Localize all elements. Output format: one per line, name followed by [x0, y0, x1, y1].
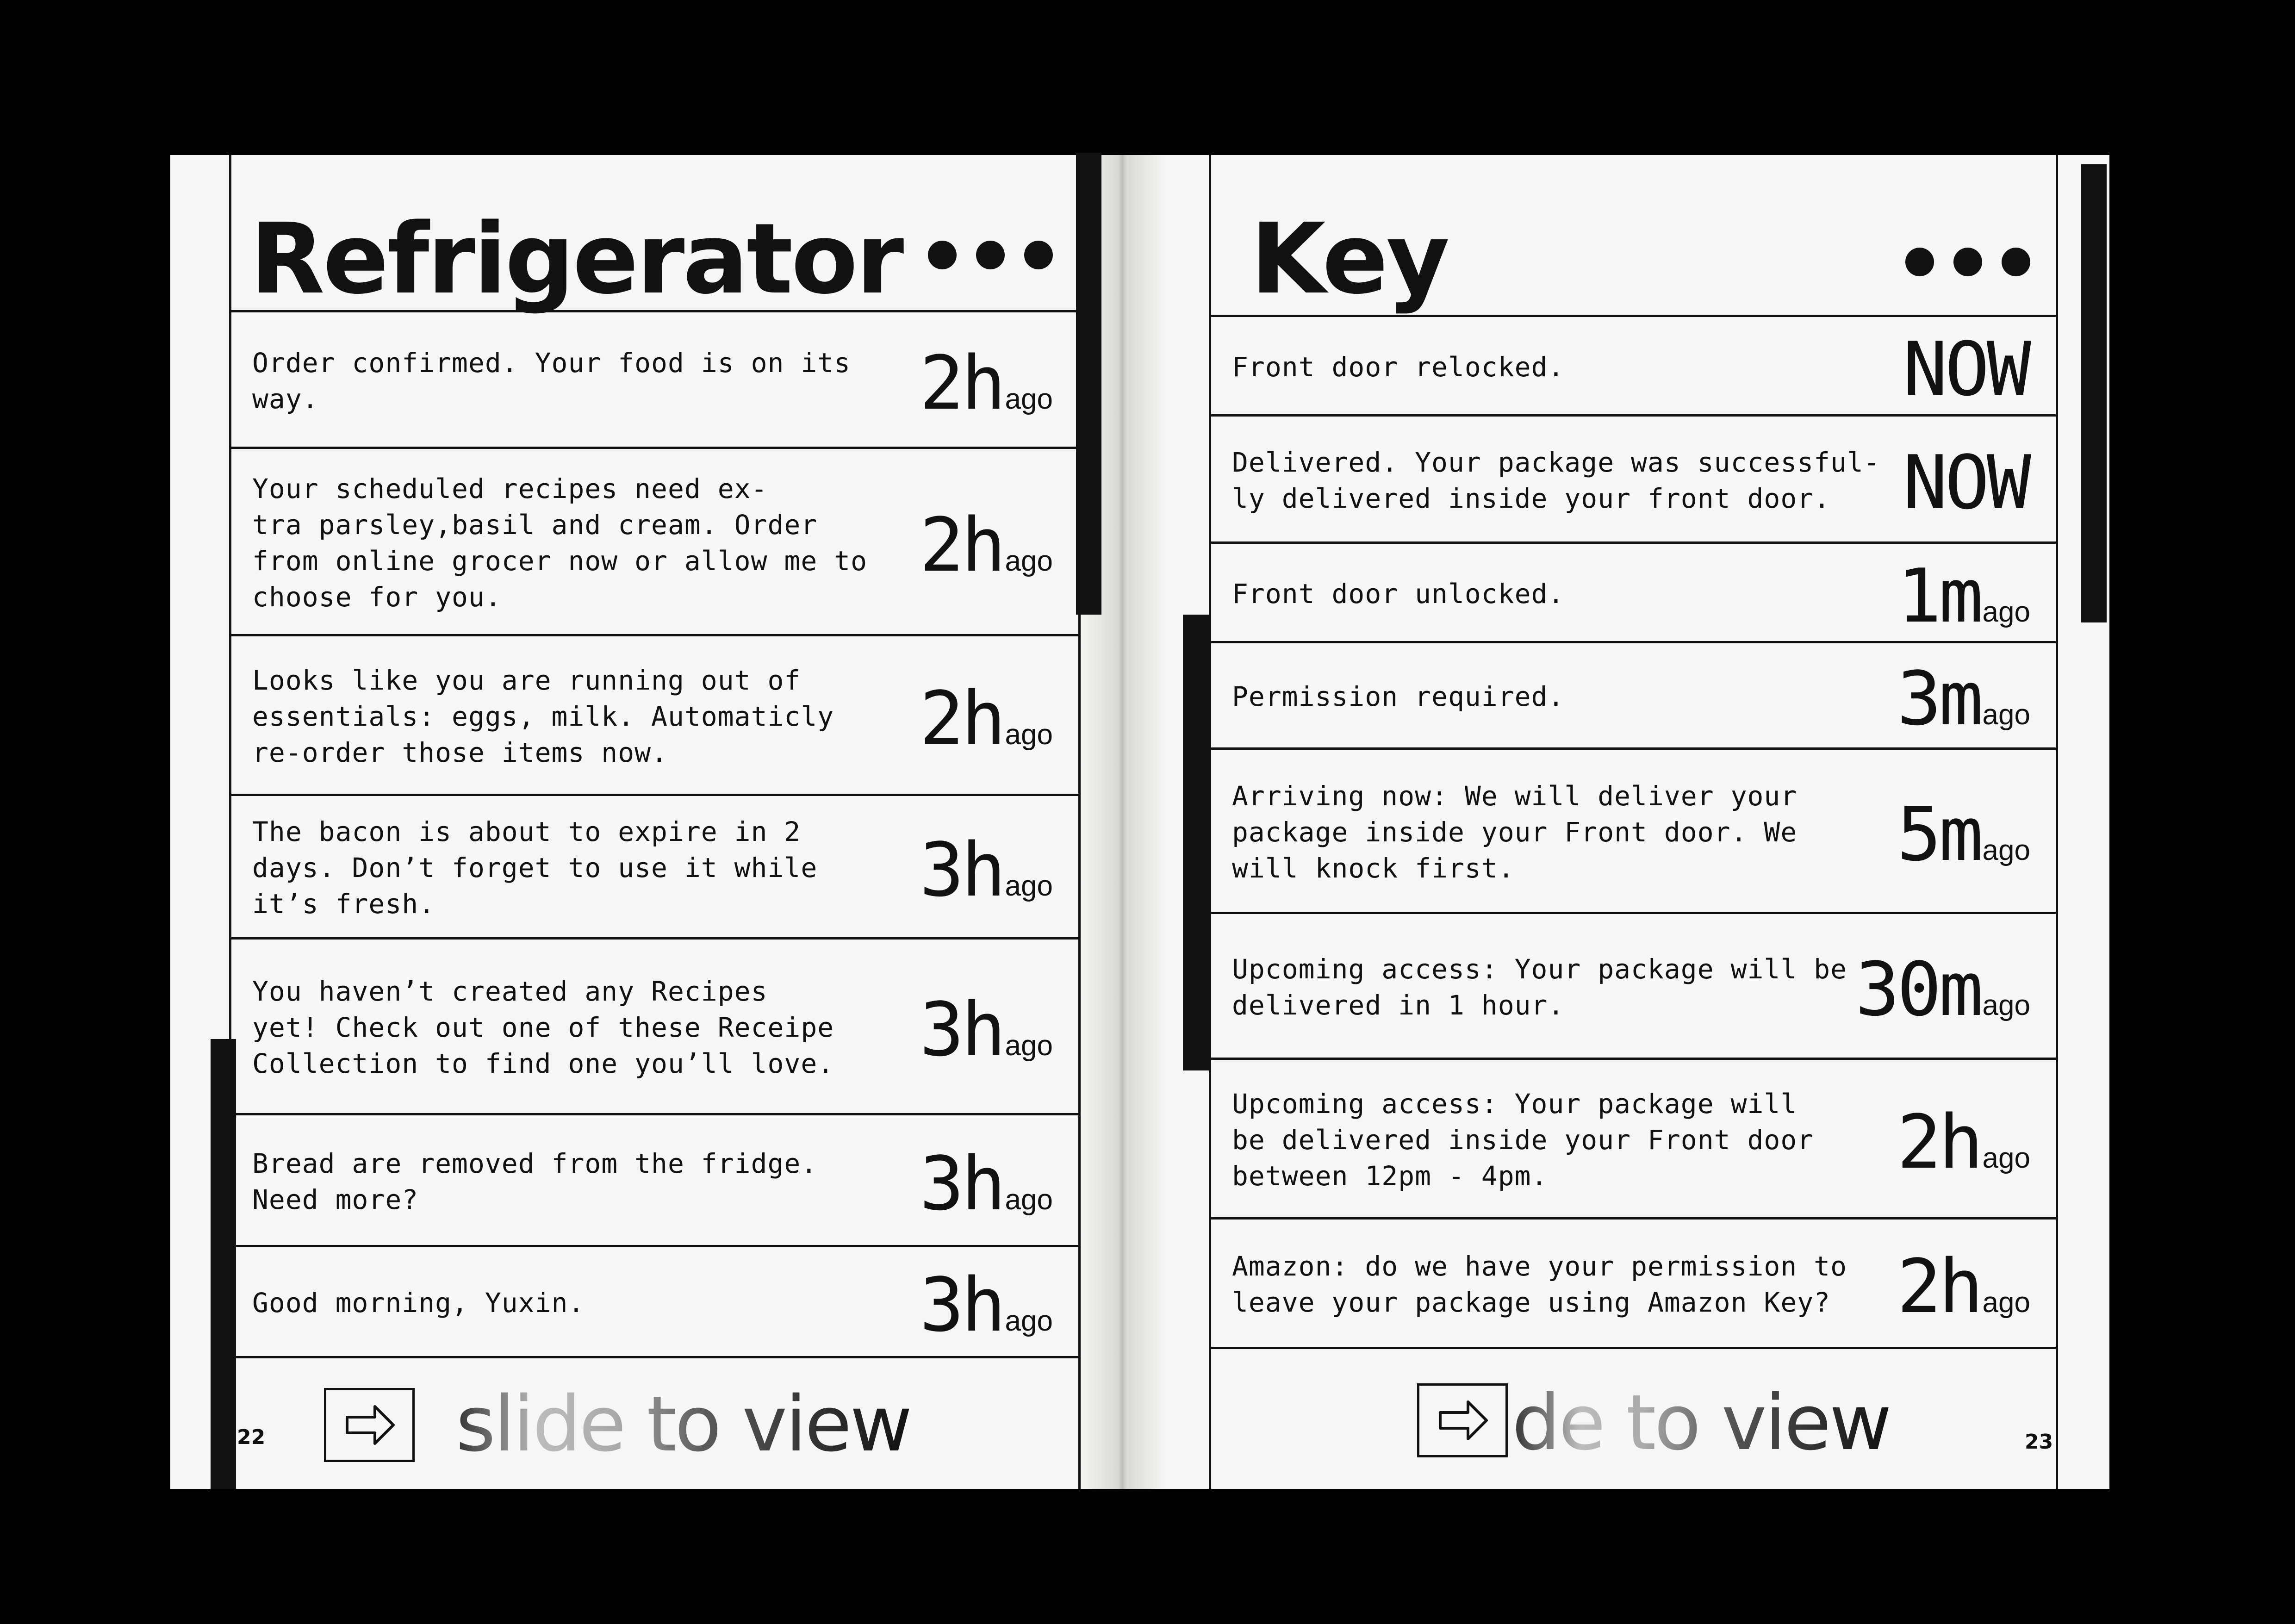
- key-panel: [1209, 155, 2058, 1489]
- notification-row[interactable]: [1211, 643, 2056, 750]
- time-unit: ago: [1982, 596, 2030, 628]
- notification-row[interactable]: [1211, 1060, 2056, 1220]
- time-unit: ago: [1982, 699, 2030, 731]
- notification-row[interactable]: [1211, 914, 2056, 1060]
- notification-time: [1903, 325, 2030, 412]
- right-mid-bar: [1183, 615, 1211, 1070]
- notification-text: Good morning, Yuxin.: [252, 1287, 585, 1319]
- time-value: 30m: [1855, 946, 1981, 1033]
- notification-text: Looks like you are running out of essentials: eggs, milk. Automaticly re-order those items now.: [252, 664, 834, 768]
- notification-time: [1897, 655, 2030, 742]
- notification-row[interactable]: [231, 449, 1078, 636]
- notification-text: Upcoming access: Your package will be delivered inside your Front door between 12pm - 4pm.: [1232, 1088, 1814, 1192]
- time-unit: ago: [1982, 834, 2030, 866]
- notification-time: [919, 501, 1053, 588]
- refrigerator-panel: [229, 155, 1081, 1489]
- notification-row[interactable]: [231, 940, 1078, 1115]
- notification-row[interactable]: [231, 1115, 1078, 1247]
- time-unit: ago: [1005, 870, 1053, 902]
- notification-text: Amazon: do we have your permission to leave your package using Amazon Key?: [1232, 1251, 1847, 1318]
- time-unit: ago: [1005, 383, 1053, 415]
- notification-time: [1897, 1243, 2030, 1330]
- notification-text: Front door relocked.: [1232, 351, 1565, 383]
- slide-label: de to view: [1512, 1378, 1890, 1467]
- notification-time: [1903, 439, 2030, 526]
- arrow-right-icon[interactable]: [1417, 1383, 1508, 1457]
- time-value: 3h: [919, 986, 1003, 1073]
- time-value: 5m: [1897, 790, 1981, 877]
- notification-text: You haven’t created any Recipes yet! Check out one of these Receipe Collection to find one you’ll love.: [252, 976, 834, 1079]
- notification-time: [1897, 1098, 2030, 1185]
- time-unit: ago: [1005, 1030, 1053, 1062]
- notification-text: Permission required.: [1232, 681, 1565, 712]
- notification-text: Front door unlocked.: [1232, 578, 1565, 610]
- notification-text: Order confirmed. Your food is on its way.: [252, 347, 851, 415]
- page-title: Refrigerator: [250, 202, 902, 316]
- time-value: 3h: [919, 1140, 1003, 1227]
- panel-header: [231, 155, 1078, 316]
- notification-text: Upcoming access: Your package will be delivered in 1 hour.: [1232, 953, 1847, 1021]
- slide-to-view-control[interactable]: [231, 1345, 1078, 1489]
- notification-row[interactable]: [1211, 417, 2056, 544]
- time-value: NOW: [1903, 325, 2028, 412]
- time-unit: ago: [1982, 989, 2030, 1021]
- time-value: 3h: [919, 1262, 1003, 1348]
- time-value: 2h: [1897, 1243, 1981, 1330]
- time-unit: ago: [1982, 1287, 2030, 1319]
- notification-row[interactable]: [231, 312, 1078, 449]
- page-number: 23: [2025, 1430, 2053, 1454]
- time-unit: ago: [1005, 718, 1053, 751]
- notification-time: [1855, 946, 2030, 1033]
- time-value: 2h: [919, 339, 1003, 426]
- time-unit: ago: [1005, 545, 1053, 577]
- notification-time: [919, 1140, 1053, 1227]
- notification-time: [1897, 790, 2030, 877]
- notification-time: [919, 675, 1053, 762]
- notification-row[interactable]: [1211, 544, 2056, 643]
- time-value: 3h: [919, 827, 1003, 913]
- time-value: 1m: [1897, 552, 1981, 639]
- page-title: Key: [1250, 202, 1448, 316]
- more-dots-icon[interactable]: [1905, 248, 2030, 276]
- notification-row[interactable]: [1211, 1220, 2056, 1349]
- page-number: 22: [237, 1425, 266, 1449]
- notification-row[interactable]: [231, 796, 1078, 940]
- notification-row[interactable]: [1211, 750, 2056, 914]
- notification-text: The bacon is about to expire in 2 days. Don’t forget to use it while it’s fresh.: [252, 816, 818, 920]
- panel-header: [1211, 155, 2056, 317]
- notification-text: Your scheduled recipes need ex- tra parsley,basil and cream. Order from online grocer now or allow me to choose for you.: [252, 473, 868, 613]
- time-value: 2h: [919, 675, 1003, 762]
- notification-time: [919, 1262, 1053, 1348]
- more-dots-icon[interactable]: [928, 241, 1053, 269]
- time-value: 2h: [1897, 1098, 1981, 1185]
- time-unit: ago: [1005, 1305, 1053, 1337]
- notification-text: Delivered. Your package was successful- ly delivered inside your front door.: [1232, 446, 1880, 514]
- time-value: 3m: [1897, 655, 1981, 742]
- notification-time: [919, 339, 1053, 426]
- notification-row[interactable]: [231, 636, 1078, 796]
- notification-text: Arriving now: We will deliver your package inside your Front door. We will knock first.: [1232, 780, 1797, 884]
- slide-to-view-control[interactable]: [1211, 1350, 2056, 1489]
- arrow-right-icon[interactable]: [324, 1388, 415, 1462]
- time-unit: ago: [1005, 1183, 1053, 1216]
- time-value: NOW: [1903, 439, 2028, 526]
- notification-time: [919, 827, 1053, 913]
- notification-row[interactable]: [231, 1247, 1078, 1358]
- time-value: 2h: [919, 501, 1003, 588]
- notification-time: [919, 986, 1053, 1073]
- notification-time: [1897, 552, 2030, 639]
- slide-label: slide to view: [456, 1380, 911, 1468]
- notification-text: Bread are removed from the fridge. Need more?: [252, 1147, 818, 1215]
- notification-row[interactable]: [1211, 317, 2056, 417]
- right-edge-bar: [2081, 164, 2107, 622]
- time-unit: ago: [1982, 1142, 2030, 1174]
